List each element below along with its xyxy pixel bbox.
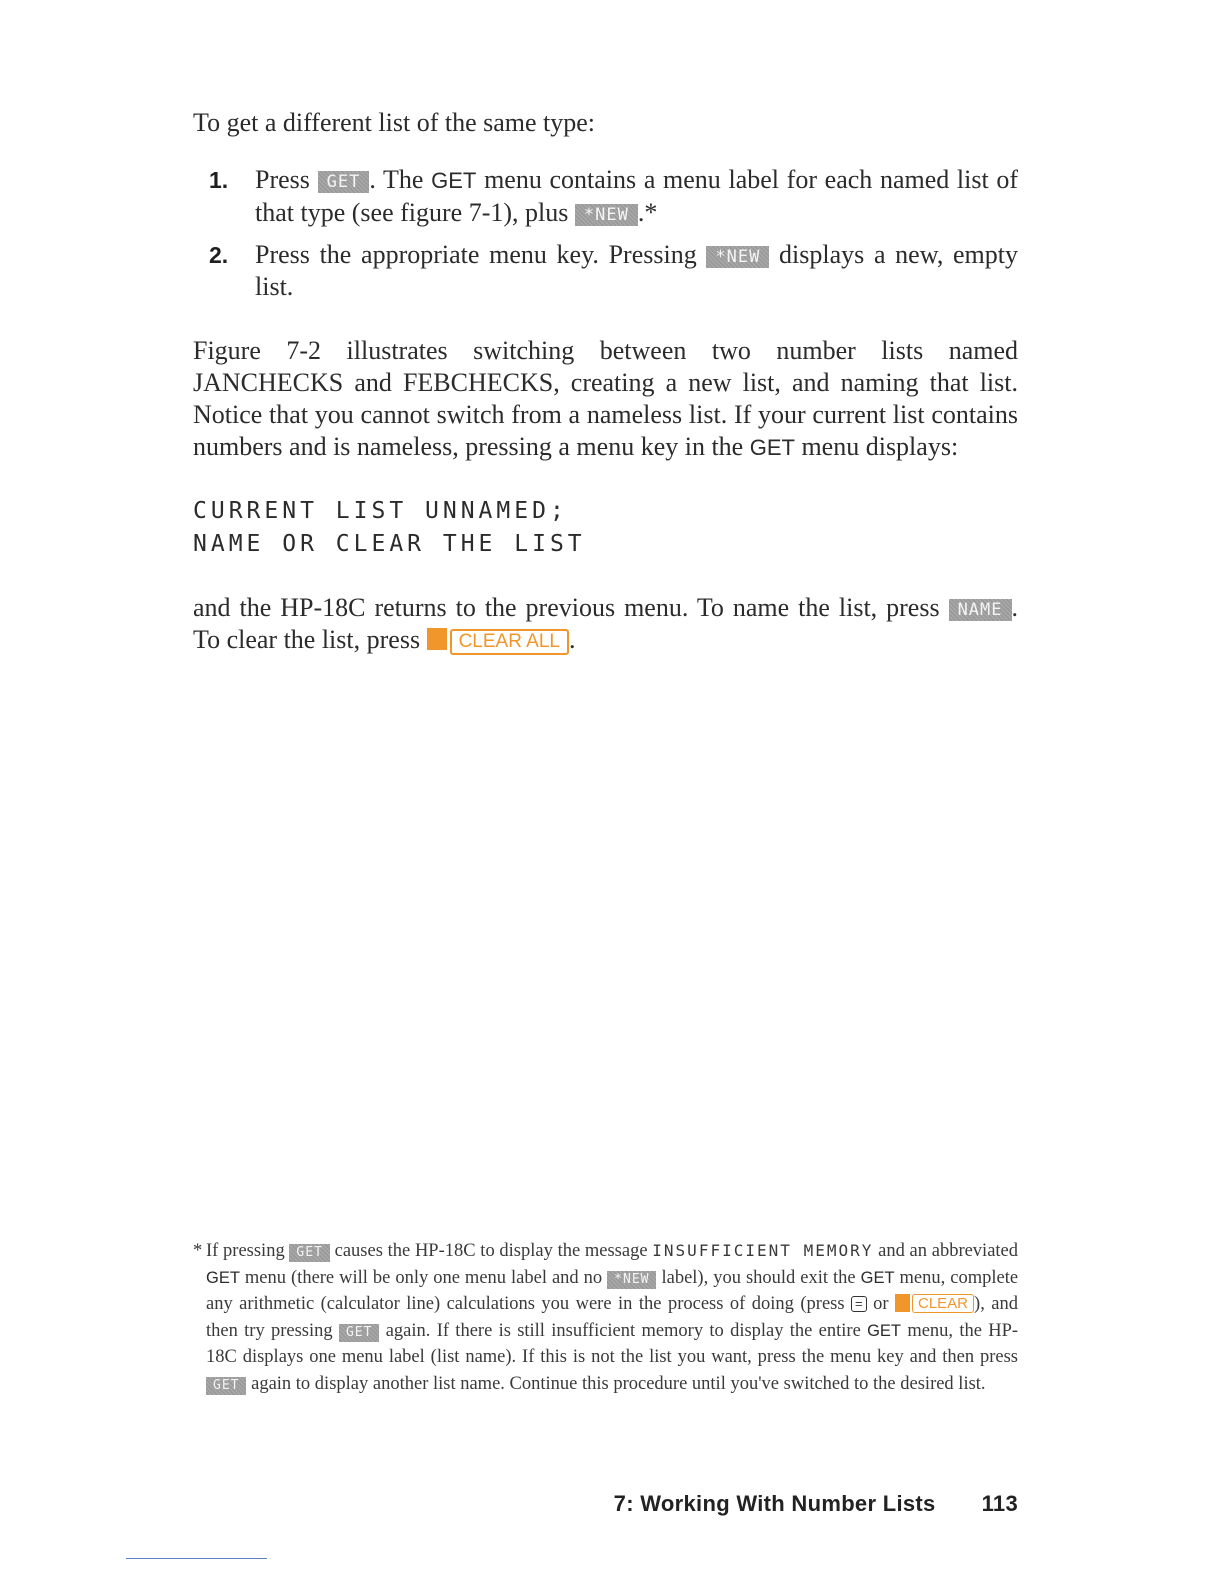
equals-key: = [851, 1296, 867, 1312]
get-menu-word: GET [749, 435, 795, 460]
insufficient-memory-message: INSUFFICIENT MEMORY [652, 1241, 874, 1260]
footnote-marker: * [193, 1241, 203, 1261]
step-number: 2. [209, 242, 229, 268]
name-menu-key: NAME [949, 599, 1012, 621]
chapter-title: 7: Working With Number Lists [613, 1491, 936, 1516]
get-menu-key: GET [206, 1377, 246, 1395]
name-or-clear-paragraph: and the HP-18C returns to the previous menu. To name the list, press NAME . To clear the list, press CLEAR ALL . [193, 593, 1019, 654]
new-menu-key: *NEW [706, 246, 769, 268]
intro-sentence: To get a different list of the same type: [193, 108, 596, 137]
get-menu-word: GET [860, 1268, 895, 1287]
display-line-2: NAME OR CLEAR THE LIST [193, 531, 586, 557]
shift-key-icon [427, 628, 447, 650]
running-footer [614, 1491, 1018, 1517]
shift-key-icon [895, 1294, 910, 1312]
bottom-rule [126, 1558, 267, 1559]
figure-explanation-paragraph: Figure 7-2 illustrates switching between two number lists named JANCHECKS and FEBCHECKS, creating a new list, and naming that list. Notice that you cannot switch from a nameless list. If your current list contains numbers and is nameless, pressing a menu key in the GET menu displays: [193, 336, 1018, 461]
step-1: 1. Press GET . The GET menu contains a menu label for each named list of that type (see figure 7-1), plus *NEW .* [209, 165, 1019, 227]
step-2: 2. Press the appropriate menu key. Pressing *NEW displays a new, empty list. [209, 240, 1018, 301]
page-content [193, 100, 1018, 656]
clear-key: CLEAR [912, 1294, 974, 1313]
footnote: * If pressing GET causes the HP-18C to display the message INSUFFICIENT MEMORY and an abbreviated GET menu (there will be only one menu label and no *NEW label), you should exit the GET menu, complete any arithmetic (calculator line) calculations you were in the process of doing (press = or CLEAR ), and then try pressing GET again. If there is still insufficient memory to display the entire GET menu, the HP-18C displays one menu label (list name). If this is not the list you want, press the menu key and then press GET again to display another list name. Continue this procedure until you've switched to the desired list. [193, 1238, 1018, 1397]
new-menu-key: *NEW [575, 204, 638, 226]
get-menu-key: GET [289, 1244, 329, 1262]
new-menu-key: *NEW [607, 1271, 656, 1289]
get-menu-word: GET [206, 1268, 240, 1287]
step-number: 1. [209, 167, 229, 193]
get-menu-word: GET [431, 168, 477, 193]
clear-all-key: CLEAR ALL [450, 629, 569, 655]
page-number: 113 [981, 1491, 1018, 1516]
get-menu-key: GET [339, 1324, 379, 1342]
steps-list [193, 164, 1018, 303]
get-menu-key: GET [318, 171, 370, 193]
get-menu-word: GET [867, 1321, 902, 1340]
display-line-1: CURRENT LIST UNNAMED; [193, 498, 568, 524]
display-message [193, 495, 1018, 561]
